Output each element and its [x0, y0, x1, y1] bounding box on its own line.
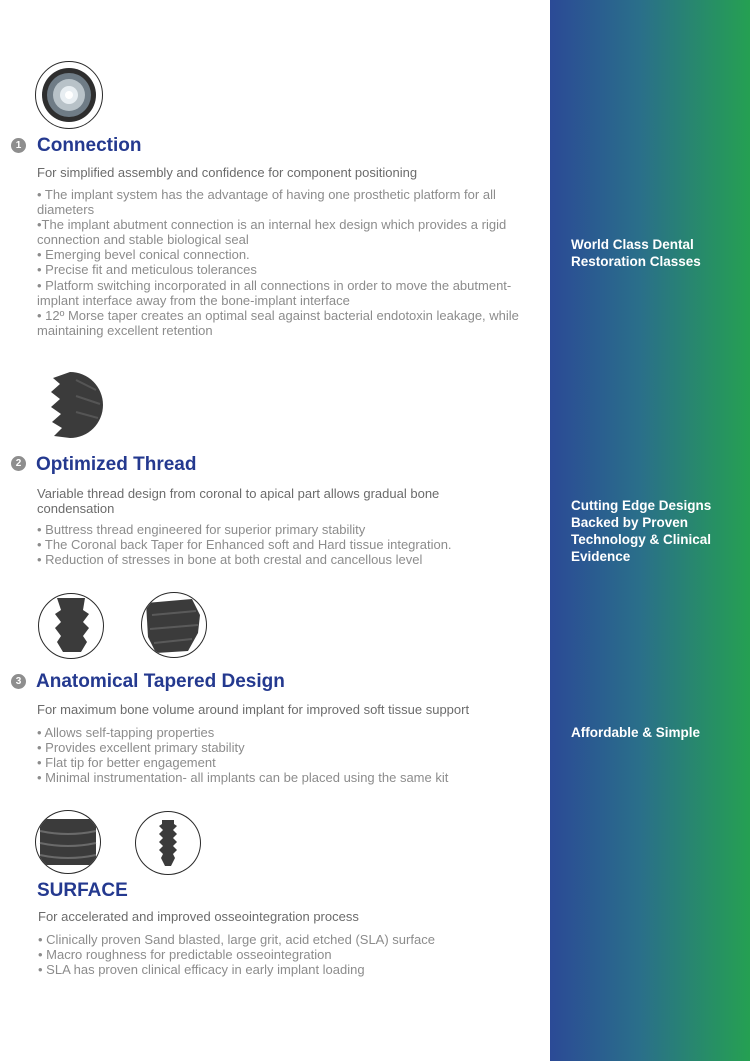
section-heading: Anatomical Tapered Design [36, 671, 285, 692]
tapered-design-image [141, 592, 207, 658]
bullet-item: • The Coronal back Taper for Enhanced soft and Hard tissue integration. [37, 537, 452, 553]
tapered-design-image [38, 593, 104, 659]
section-bullet-list [37, 187, 542, 338]
bullet-item: • Allows self-tapping properties [37, 725, 215, 740]
bullet-item: • Precise fit and meticulous tolerances [37, 262, 257, 278]
surface-image [135, 811, 201, 875]
bullet-item: • SLA has proven clinical efficacy in early implant loading [38, 962, 365, 978]
bullet-item: • Buttress thread engineered for superior primary stability [37, 522, 366, 537]
section-subtitle: For simplified assembly and confidence for component positioning [37, 165, 418, 180]
bullet-item: • The implant system has the advantage of having one prosthetic platform for all diameters [37, 187, 496, 218]
implant-screw-icon [136, 812, 200, 874]
bullet-item: • Minimal instrumentation- all implants can be placed using the same kit [37, 770, 449, 786]
section-bullet-list [37, 725, 542, 785]
bullet-item: • Reduction of stresses in bone at both crestal and cancellous level [37, 552, 423, 568]
section-heading: Optimized Thread [36, 454, 197, 475]
sidebar-highlight: World Class Dental Restoration Classes [571, 237, 701, 269]
connection-image [35, 61, 103, 129]
sidebar-highlight: Cutting Edge Designs Backed by Proven Technology & Clinical Evidence [571, 498, 712, 564]
surface-texture-icon [36, 811, 100, 873]
bullet-item: • Platform switching incorporated in all connections in order to move the abutment-implant interface away from the bone-implant interface [37, 277, 512, 308]
section-heading: SURFACE [37, 880, 128, 901]
section-bullet-list [37, 522, 542, 567]
bullet-item: •The implant abutment connection is an internal hex design which provides a rigid connection and stable biological seal [37, 217, 507, 248]
section-heading: Connection [37, 135, 142, 156]
section-subtitle: Variable thread design from coronal to apical part allows gradual bone condensation [37, 486, 440, 516]
section-number-badge: 3 [11, 674, 26, 689]
thread-image [40, 370, 108, 440]
implant-apex-icon [142, 593, 206, 657]
bullet-item: • Macro roughness for predictable osseointegration [38, 947, 332, 963]
section-number-badge: 2 [11, 456, 26, 471]
bullet-item: • Emerging bevel conical connection. [37, 247, 250, 263]
tapered-implant-icon [39, 594, 103, 658]
surface-image [35, 810, 101, 874]
thread-profile-icon [40, 370, 108, 440]
section-subtitle: For accelerated and improved osseointegration process [38, 909, 359, 924]
implant-top-view-icon [36, 62, 102, 128]
section-bullet-list [38, 932, 543, 977]
sidebar-highlight: Affordable & Simple [571, 725, 701, 740]
bullet-item: • 12º Morse taper creates an optimal seal against bacterial endotoxin leakage, while maintaining excellent retention [37, 307, 519, 338]
bullet-item: • Flat tip for better engagement [37, 755, 216, 771]
section-number-badge: 1 [11, 138, 26, 153]
bullet-item: • Provides excellent primary stability [37, 740, 245, 756]
bullet-item: • Clinically proven Sand blasted, large grit, acid etched (SLA) surface [38, 932, 435, 947]
section-subtitle: For maximum bone volume around implant for improved soft tissue support [37, 702, 470, 717]
sidebar-panel [550, 0, 750, 1061]
